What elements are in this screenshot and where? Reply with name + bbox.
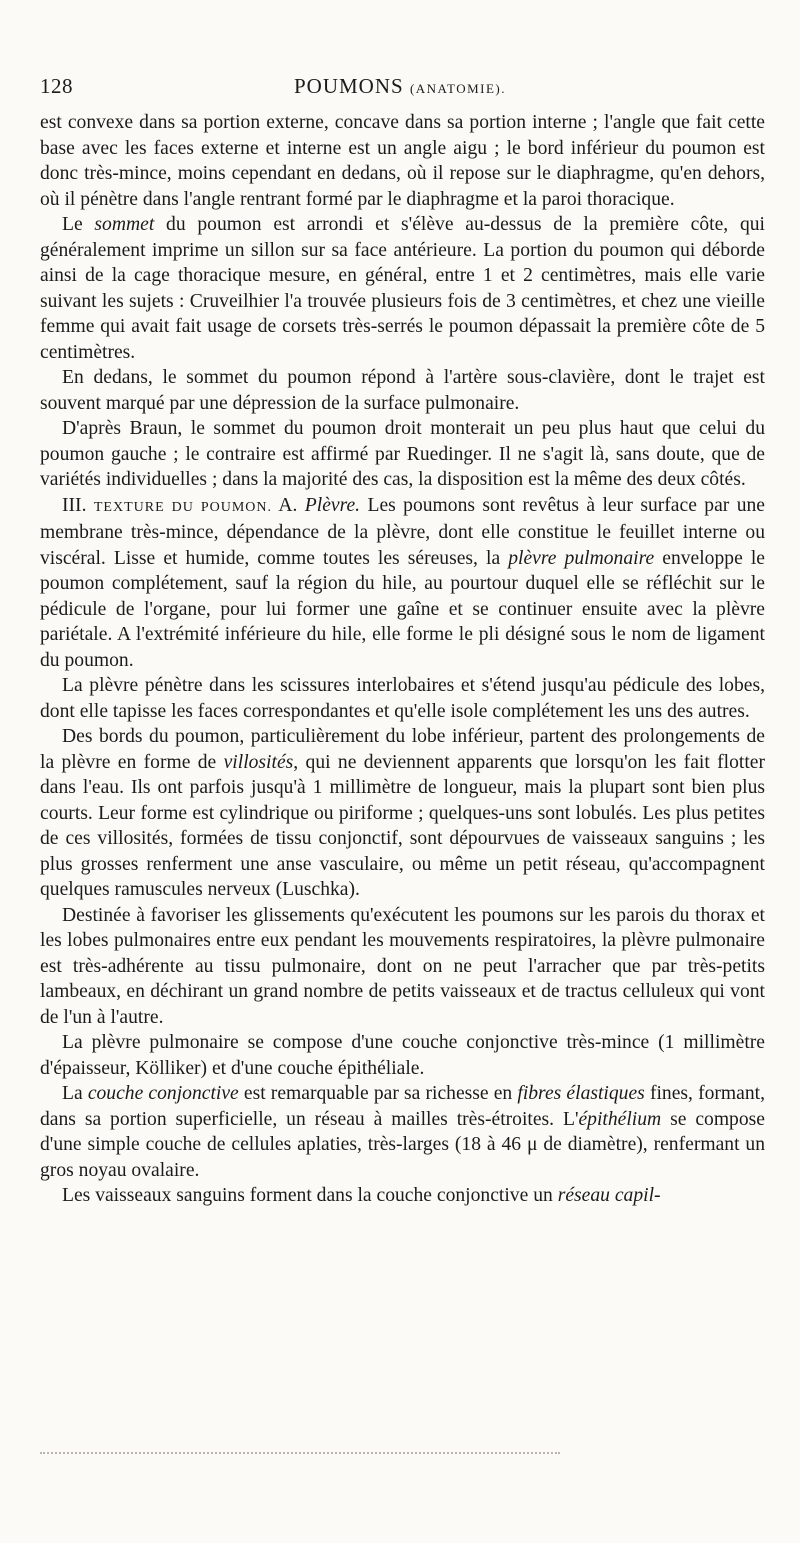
body-text [40, 110, 765, 1209]
term-reseau-capil: réseau capil- [557, 1185, 661, 1206]
term-plevre: Plèvre. [304, 494, 361, 516]
p2-lead: Le [62, 214, 95, 235]
paragraph-8: Destinée à favoriser les glissements qu'exécutent les poumons sur les parois du thorax et les lobes pulmonaires entre eux pendant les mouvements respiratoires, la plèvre pulmonaire est très-adhérente au tissu pulmonaire, dont on ne peut l'arracher que par très-petits lambeaux, en déchirant un grand nombre de petits vaisseaux et de tractus celluleux qui vont de l'un à l'autre. [40, 904, 765, 1028]
term-plevre-pulmonaire: plèvre pulmonaire [508, 547, 655, 569]
page-number: 128 [40, 74, 73, 98]
paragraph-10: La couche conjonctive est remarquable par sa richesse en fibres élastiques fines, formant, dans sa portion superficielle, un réseau à mailles très-étroites. L'épithélium se compose d'une simple couche de cellules aplaties, très-larges (18 à 46 μ de diamètre), renfermant un gros noyau ovalaire. [40, 1083, 765, 1181]
paragraph-5: III. TEXTURE DU POUMON. A. Plèvre. Les poumons sont revêtus à leur surface par une membrane très-mince, dépendance de la plèvre, dont elle constitue le feuillet interne ou viscéral. Lisse et humide, comme toutes les séreuses, la plèvre pulmonaire enveloppe le poumon complétement, sauf la région du hile, au pourtour duquel elle se réfléchit sur le pédicule de l'organe, pour lui former une gaîne et se continuer ensuite avec la plèvre pariétale. A l'extrémité inférieure du hile, elle forme le pli désigné sous le nom de ligament du poumon. [40, 494, 765, 671]
p2-rest: du poumon est arrondi et s'élève au-dessus de la première côte, qui généralement imprime un sillon sur sa face antérieure. La portion du poumon qui déborde ainsi de la cage thoracique mesure, en général, entre 1 et 2 centimètres, mais elle varie suivant les sujets : Cruveilhier l'a trouvée plusieurs fois de 3 centimètres, et chez une vieille femme qui avait fait usage de corsets très-serrés le poumon dépassait la première côte de 5 centimètres. [40, 214, 765, 363]
paragraph-6: La plèvre pénètre dans les scissures interlobaires et s'étend jusqu'au pédicule des lobes, dont elle tapisse les faces correspondantes et qu'elle isole complétement les uns des autres. [40, 675, 765, 722]
running-title-main: POUMONS [293, 74, 404, 98]
section-heading: TEXTURE DU POUMON. [93, 499, 273, 515]
term-couche-conjonctive: couche conjonctive [87, 1083, 239, 1104]
paragraph-1: est convexe dans sa portion externe, concave dans sa portion interne ; l'angle que fait cette base avec les faces externe et interne est un angle aigu ; le bord inférieur du poumon est donc très-mince, moins cependant en dedans, où il repose sur le diaphragme, qu'en dehors, où il pénètre dans l'angle rentrant formé par le diaphragme et la paroi thoracique. [40, 112, 765, 210]
running-title [40, 74, 760, 99]
paragraph-11: Les vaisseaux sanguins forment dans la couche conjonctive un réseau capil- [62, 1185, 661, 1206]
paragraph-9: La plèvre pulmonaire se compose d'une couche conjonctive très-mince (1 millimètre d'épaisseur, Kölliker) et d'une couche épithéliale. [40, 1032, 765, 1079]
paragraph-7: Des bords du poumon, particulièrement du lobe inférieur, partent des prolongements de la plèvre en forme de villosités, qui ne deviennent apparents que lorsqu'on les fait flotter dans l'eau. Ils ont parfois jusqu'à 1 millimètre de longueur, mais la plupart sont bien plus courts. Leur forme est cylindrique ou piriforme ; quelques-uns sont lobulés. Les plus petites de ces villosités, formées de tissu conjonctif, sont dépourvues de vaisseaux sanguins ; les plus grosses renferment une anse vasculaire, ou même un petit réseau, qu'accompagnent quelques ramuscules nerveux (Luschka). [40, 726, 766, 900]
paragraph-4: D'après Braun, le sommet du poumon droit monterait un peu plus haut que celui du poumon gauche ; le contraire est affirmé par Ruedinger. Il ne s'agit là, sans doute, que de variétés individuelles ; dans la majorité des cas, la disposition est la même des deux côtés. [40, 418, 765, 490]
sub-letter: A. [278, 494, 298, 516]
term-fibres-elastiques: fibres élastiques [517, 1083, 645, 1104]
term-villosites: villosités [223, 751, 294, 773]
paragraph-2 [40, 212, 765, 365]
term-sommet: sommet [94, 214, 155, 235]
running-header [40, 70, 760, 104]
paragraph-3: En dedans, le sommet du poumon répond à l'artère sous-clavière, dont le trajet est souvent marqué par une dépression de la surface pulmonaire. [40, 367, 765, 414]
section-number: III. [62, 494, 87, 516]
running-title-sub: (ANATOMIE). [409, 81, 506, 96]
term-epithelium: épithélium [578, 1108, 662, 1130]
bottom-dotted-rule [40, 1452, 560, 1454]
